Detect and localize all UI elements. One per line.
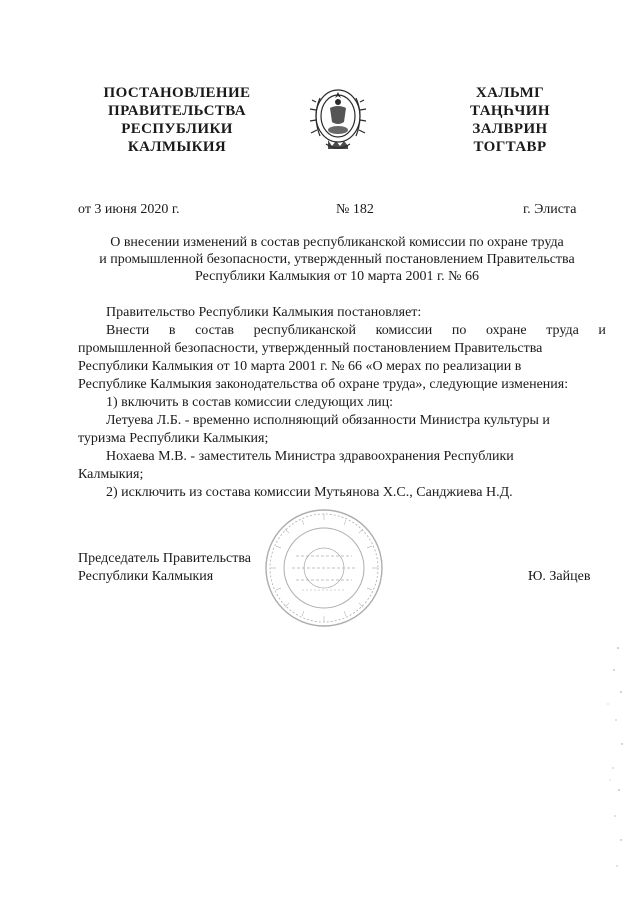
document-number: № 182 [336,202,374,217]
document-title [72,234,602,285]
paragraph-line: Республике Калмыкия законодательства об охране труда», следующие изменения: [78,377,569,392]
document-date: от 3 июня 2020 г. [78,202,180,217]
signatory-line: Председатель Правительства [78,551,251,566]
signatory-title [78,550,251,586]
paragraph-intro: Правительство Республики Калмыкия постановляет: [106,305,422,320]
paragraph-line [78,322,606,340]
paragraph-line: Калмыкия; [78,467,144,482]
header-line: КАЛМЫКИЯ [127,139,227,155]
title-line: О внесении изменений в состав республиканской комиссии по охране труда [110,235,564,250]
paragraph-line: Республики Калмыкия от 10 марта 2001 г. № 66 «О мерах по реализации в [78,359,522,374]
coat-of-arms-icon [306,78,370,156]
list-item: 2) исключить из состава комиссии Мутьянова Х.С., Санджиева Н.Д. [106,485,513,500]
title-line: и промышленной безопасности, утвержденный постановлением Правительства [99,252,575,267]
header-line: ПОСТАНОВЛЕНИЕ [103,85,251,101]
word: охране [486,323,527,338]
paragraph-line: промышленной безопасности, утвержденный постановлением Правительства [78,341,543,356]
header-kalmyk [445,84,575,156]
list-item: 1) включить в состав комиссии следующих лиц: [106,395,394,410]
header-line: РЕСПУБЛИКИ [121,121,233,137]
header-line: ПРАВИТЕЛЬСТВА [108,103,246,119]
word: Внести [106,323,150,338]
document-body [78,304,606,502]
word: по [451,323,467,338]
paragraph-line: Летуева Л.Б. - временно исполняющий обязанности Министра культуры и [106,413,550,428]
paragraph-line: туризма Республики Калмыкия; [78,431,269,446]
word: комиссии [375,323,433,338]
header-line: ЗАЛВРИН [472,121,548,137]
word: состав [195,323,234,338]
round-seal-icon [262,506,386,630]
header-line: ТАҢҺЧИН [470,103,550,119]
signatory-line: Республики Калмыкия [78,569,214,584]
title-line: Республики Калмыкия от 10 марта 2001 г. № 66 [195,269,479,284]
word: республиканской [253,323,357,338]
word: в [168,323,176,338]
scan-noise [596,640,626,880]
header-line: ТОГТАВР [473,139,547,155]
signatory-name: Ю. Зайцев [528,569,591,584]
word: и [598,323,606,338]
header-line: ХАЛЬМГ [475,85,545,101]
document-city: г. Элиста [523,202,577,217]
word: труда [546,323,579,338]
header-russian [92,84,262,156]
paragraph-line: Нохаева М.В. - заместитель Министра здравоохранения Республики [106,449,514,464]
